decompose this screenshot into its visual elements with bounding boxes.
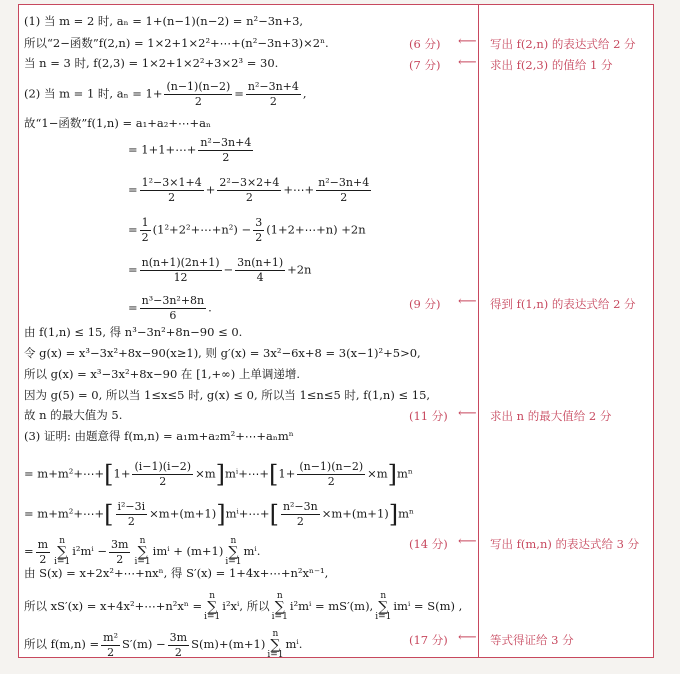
numerator: 3m bbox=[169, 630, 188, 644]
denominator: 2 bbox=[222, 151, 230, 164]
sum-lower: i=1 bbox=[225, 557, 242, 567]
solution-line: (3) 证明: 由题意得 f(m,n) = a₁m+a₂m²+⋯+aₙmⁿ bbox=[24, 429, 294, 443]
numerator: 1 bbox=[141, 216, 149, 229]
text: 1+ bbox=[278, 466, 296, 481]
bracket: ] bbox=[215, 460, 226, 489]
text: mⁿ bbox=[398, 506, 415, 521]
denominator: 2 bbox=[127, 515, 135, 528]
fraction bbox=[253, 216, 264, 245]
numerator: 3n(n+1) bbox=[237, 256, 284, 269]
bracket: [ bbox=[104, 500, 114, 529]
sum-upper: n bbox=[209, 591, 216, 601]
solution-line: 由 f(1,n) ≤ 15, 得 n³−3n²+8n−90 ≤ 0. bbox=[24, 325, 243, 339]
text: 所以 xS′(x) = x+4x²+⋯+n²xⁿ = bbox=[24, 599, 203, 613]
text: + bbox=[205, 182, 216, 197]
sigma: ∑ bbox=[228, 544, 239, 560]
text: , bbox=[302, 86, 307, 101]
sigma: ∑ bbox=[57, 544, 68, 560]
text: = bbox=[128, 300, 138, 315]
solution-line bbox=[24, 500, 414, 529]
fraction bbox=[140, 294, 207, 323]
denominator: 4 bbox=[256, 271, 264, 284]
fraction bbox=[281, 500, 320, 529]
solution-line bbox=[24, 460, 413, 489]
denominator: 2 bbox=[159, 475, 167, 488]
solution-line: 故 n 的最大值为 5. bbox=[24, 408, 123, 422]
denominator: 2 bbox=[269, 95, 277, 108]
text: = bbox=[24, 544, 34, 558]
denominator: 2 bbox=[340, 191, 348, 204]
solution-line: 令 g(x) = x³−3x²+8x−90(x≥1), 则 g′(x) = 3x²−6x+8 = 3(x−1)²+5>0, bbox=[24, 346, 421, 360]
sum-upper: n bbox=[139, 536, 146, 546]
left-arrow-icon: ⟵ bbox=[458, 294, 477, 309]
text: = bbox=[128, 262, 138, 277]
sum-lower: i=1 bbox=[134, 557, 151, 567]
solution-line: 当 n = 3 时, f(2,3) = 1×2+1×2²+3×2³ = 30. bbox=[24, 56, 279, 70]
numerator: n²−3n bbox=[282, 500, 318, 513]
text: S′(m) − bbox=[122, 637, 166, 651]
left-arrow-icon: ⟵ bbox=[458, 34, 477, 49]
fraction bbox=[246, 80, 301, 109]
summation bbox=[225, 537, 241, 567]
numerator: 3 bbox=[255, 216, 263, 229]
summation bbox=[54, 537, 70, 567]
solution-line bbox=[128, 216, 366, 245]
score-note: 求出 f(2,3) 的值给 1 分 bbox=[490, 58, 613, 72]
fraction bbox=[116, 500, 148, 529]
fraction bbox=[140, 216, 151, 245]
summation bbox=[272, 592, 288, 622]
text: i²xⁱ, 所以 bbox=[222, 599, 270, 613]
bracket: ] bbox=[388, 500, 399, 529]
fraction bbox=[168, 631, 189, 660]
solution-line: 由 S(x) = x+2x²+⋯+nxⁿ, 得 S′(x) = 1+4x+⋯+n²xⁿ⁻¹, bbox=[24, 566, 329, 580]
denominator: 2 bbox=[327, 475, 335, 488]
sigma: ∑ bbox=[137, 544, 148, 560]
text: = m+m²+⋯+ bbox=[24, 506, 105, 521]
text: (2) 当 m = 1 时, aₙ = 1+ bbox=[24, 86, 163, 101]
fraction bbox=[316, 176, 371, 205]
sum-lower: i=1 bbox=[375, 612, 392, 622]
text: 所以 f(m,n) = bbox=[24, 637, 100, 651]
numerator: (n−1)(n−2) bbox=[299, 460, 364, 473]
text: = bbox=[128, 222, 138, 237]
numerator: (i−1)(i−2) bbox=[134, 460, 192, 473]
numerator: n²−3n+4 bbox=[200, 136, 252, 149]
solution-line: 所以 g(x) = x³−3x²+8x−90 在 [1,+∞) 上单调递增. bbox=[24, 367, 301, 381]
fraction bbox=[198, 136, 253, 165]
sum-upper: n bbox=[276, 591, 283, 601]
solution-line bbox=[128, 256, 311, 285]
bracket: ] bbox=[216, 500, 226, 529]
solution-line bbox=[128, 136, 255, 165]
score-note: 得到 f(1,n) 的表达式给 2 分 bbox=[490, 297, 636, 311]
solution-line bbox=[128, 294, 212, 323]
text: i²mⁱ = mS′(m), bbox=[289, 599, 374, 613]
score-note: 求出 n 的最大值给 2 分 bbox=[490, 409, 612, 423]
score-points: (6 分) bbox=[409, 37, 441, 51]
numerator: 2²−3×2+4 bbox=[219, 176, 280, 189]
score-points: (11 分) bbox=[409, 409, 448, 423]
text: . bbox=[208, 300, 212, 315]
text: mⁱ. bbox=[285, 637, 303, 651]
denominator: 2 bbox=[141, 231, 149, 244]
score-points: (7 分) bbox=[409, 58, 441, 72]
sigma: ∑ bbox=[378, 599, 389, 615]
summation bbox=[267, 630, 283, 660]
denominator: 2 bbox=[255, 231, 263, 244]
text: S(m)+(m+1) bbox=[191, 637, 266, 651]
denominator: 12 bbox=[173, 271, 188, 284]
sum-lower: i=1 bbox=[267, 650, 284, 660]
text: mⁱ+⋯+ bbox=[225, 506, 270, 521]
text: (1+2+⋯+n) +2n bbox=[266, 222, 366, 237]
sum-lower: i=1 bbox=[54, 557, 71, 567]
score-points: (9 分) bbox=[409, 297, 441, 311]
score-note: 写出 f(2,n) 的表达式给 2 分 bbox=[490, 37, 636, 51]
summation bbox=[375, 592, 391, 622]
left-arrow-icon: ⟵ bbox=[458, 534, 477, 549]
fraction bbox=[109, 538, 130, 567]
denominator: 6 bbox=[169, 309, 177, 322]
text: ×m bbox=[367, 466, 388, 481]
text: = 1+1+⋯+ bbox=[128, 142, 197, 157]
score-points: (17 分) bbox=[409, 633, 448, 647]
solution-line: 所以“2−函数”f(2,n) = 1×2+1×2²+⋯+(n²−3n+3)×2ⁿ. bbox=[24, 36, 329, 50]
fraction bbox=[132, 460, 193, 489]
left-arrow-icon: ⟵ bbox=[458, 630, 477, 645]
fraction bbox=[101, 631, 120, 660]
text: +2n bbox=[287, 262, 312, 277]
denominator: 2 bbox=[107, 645, 115, 659]
solution-line: (1) 当 m = 2 时, aₙ = 1+(n−1)(n−2) = n²−3n+3, bbox=[24, 14, 304, 28]
text: mⁿ bbox=[397, 466, 413, 481]
score-note: 等式得证给 3 分 bbox=[490, 633, 574, 647]
sum-upper: n bbox=[59, 536, 66, 546]
fraction bbox=[235, 256, 285, 285]
text: imⁱ + (m+1) bbox=[152, 544, 224, 558]
sigma: ∑ bbox=[207, 599, 218, 615]
summation bbox=[204, 592, 220, 622]
denominator: 2 bbox=[174, 645, 182, 659]
text: ×m+(m+1) bbox=[149, 506, 217, 521]
text: mⁱ+⋯+ bbox=[225, 466, 270, 481]
denominator: 2 bbox=[194, 95, 202, 108]
denominator: 2 bbox=[168, 191, 176, 204]
sum-upper: n bbox=[272, 629, 279, 639]
sigma: ∑ bbox=[270, 637, 281, 653]
denominator: 2 bbox=[39, 552, 47, 566]
fraction bbox=[36, 538, 50, 567]
sum-lower: i=1 bbox=[271, 612, 288, 622]
numerator: n(n+1)(2n+1) bbox=[141, 256, 220, 269]
solution-line bbox=[24, 630, 302, 660]
text: +⋯+ bbox=[283, 182, 315, 197]
numerator: i²−3i bbox=[117, 500, 146, 513]
solution-line bbox=[24, 537, 260, 567]
solution-line: 故“1−函数”f(1,n) = a₁+a₂+⋯+aₙ bbox=[24, 116, 211, 130]
text: (1²+2²+⋯+n²) − bbox=[152, 222, 252, 237]
solution-line bbox=[24, 80, 307, 109]
numerator: m² bbox=[103, 630, 118, 644]
left-arrow-icon: ⟵ bbox=[458, 406, 477, 421]
bracket: [ bbox=[269, 500, 279, 529]
fraction bbox=[140, 256, 222, 285]
margin-divider bbox=[478, 5, 479, 657]
score-points: (14 分) bbox=[409, 537, 448, 551]
sum-lower: i=1 bbox=[204, 612, 221, 622]
solution-line bbox=[128, 176, 373, 205]
numerator: n³−3n²+8n bbox=[141, 294, 205, 307]
text: imⁱ = S(m) , bbox=[393, 599, 463, 613]
denominator: 2 bbox=[116, 552, 124, 566]
bracket: [ bbox=[269, 460, 279, 489]
text: = bbox=[128, 182, 138, 197]
bracket: ] bbox=[387, 460, 398, 489]
fraction bbox=[164, 80, 232, 109]
left-arrow-icon: ⟵ bbox=[458, 55, 477, 70]
sigma: ∑ bbox=[274, 599, 285, 615]
sum-upper: n bbox=[380, 591, 387, 601]
text: ×m bbox=[195, 466, 216, 481]
text: 1+ bbox=[113, 466, 131, 481]
numerator: (n−1)(n−2) bbox=[166, 80, 231, 93]
text: i²mⁱ − bbox=[72, 544, 108, 558]
fraction bbox=[217, 176, 281, 205]
numerator: 1²−3×1+4 bbox=[141, 176, 202, 189]
sum-upper: n bbox=[230, 536, 237, 546]
numerator: m bbox=[37, 537, 49, 551]
summation bbox=[134, 537, 150, 567]
solution-line: 因为 g(5) = 0, 所以当 1≤x≤5 时, g(x) ≤ 0, 所以当 1≤n≤5 时, f(1,n) ≤ 15, bbox=[24, 388, 431, 402]
score-note: 写出 f(m,n) 的表达式给 3 分 bbox=[490, 537, 640, 551]
text: ×m+(m+1) bbox=[321, 506, 389, 521]
text: = bbox=[234, 86, 244, 101]
denominator: 2 bbox=[245, 191, 253, 204]
solution-line bbox=[24, 592, 462, 622]
text: mⁱ. bbox=[243, 544, 261, 558]
numerator: n²−3n+4 bbox=[318, 176, 370, 189]
numerator: 3m bbox=[111, 537, 129, 551]
text: − bbox=[223, 262, 234, 277]
text: = m+m²+⋯+ bbox=[24, 466, 105, 481]
denominator: 2 bbox=[296, 515, 304, 528]
numerator: n²−3n+4 bbox=[247, 80, 299, 93]
bracket: [ bbox=[104, 460, 114, 489]
fraction bbox=[140, 176, 204, 205]
fraction bbox=[297, 460, 365, 489]
